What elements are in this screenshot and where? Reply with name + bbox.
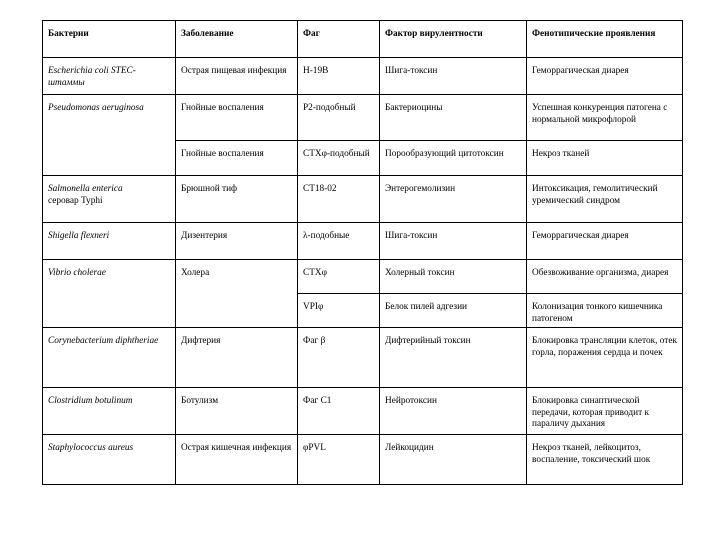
cell-disease: Острая кишечная инфекция (176, 435, 298, 485)
cell-factor: Порообразующий цитотоксин (380, 141, 527, 176)
header-phenotype: Фенотипические проявления (527, 21, 683, 58)
cell-phenotype: Блокировка синаптической передачи, которая приводит к параличу дыхания (527, 388, 683, 435)
bacterium-species: Salmonella enterica (48, 184, 123, 194)
cell-phage: VPIφ (298, 294, 380, 328)
cell-phage: Фаг C1 (298, 388, 380, 435)
cell-phenotype: Интоксикация, гемолитический уремический синдром (527, 176, 683, 223)
cell-disease: Брюшной тиф (176, 176, 298, 223)
cell-factor: Бактериоцины (380, 95, 527, 141)
cell-bacterium: Vibrio cholerae (43, 260, 176, 328)
cell-phage: Р2-подобный (298, 95, 380, 141)
bacteria-phage-table (42, 20, 683, 485)
cell-phenotype: Некроз тканей (527, 141, 683, 176)
cell-bacterium: Shigella flexneri (43, 223, 176, 260)
cell-bacterium: Pseudomonas aeruginosa (43, 95, 176, 176)
bacterium-serovar: серовар Typhi (48, 195, 103, 206)
cell-bacterium (43, 176, 176, 223)
cell-phage: λ-подобные (298, 223, 380, 260)
header-bacteria: Бактерии (43, 21, 176, 58)
cell-factor: Шига-токсин (380, 223, 527, 260)
cell-phenotype: Геморрагическая диарея (527, 223, 683, 260)
cell-phage: H-19B (298, 58, 380, 95)
cell-factor: Дифтерийный токсин (380, 328, 527, 388)
table-row (43, 260, 683, 294)
table-row (43, 58, 683, 95)
header-phage: Фаг (298, 21, 380, 58)
cell-phage: CTXφ-подобный (298, 141, 380, 176)
cell-bacterium: Corynebacterium diphtheriae (43, 328, 176, 388)
cell-factor: Энтерогемолизин (380, 176, 527, 223)
cell-factor: Шига-токсин (380, 58, 527, 95)
cell-phenotype: Колонизация тонкого кишечника патогеном (527, 294, 683, 328)
cell-phage: СТ18-02 (298, 176, 380, 223)
cell-factor: Холерный токсин (380, 260, 527, 294)
table-row (43, 328, 683, 388)
cell-bacterium: Escherichia coli STEC-штаммы (43, 58, 176, 95)
cell-disease: Ботулизм (176, 388, 298, 435)
cell-disease: Дифтерия (176, 328, 298, 388)
cell-bacterium: Clostridium botulinum (43, 388, 176, 435)
cell-phenotype: Блокировка трансляции клеток, отек горла, поражения сердца и почек (527, 328, 683, 388)
header-row (43, 21, 683, 58)
table-row (43, 388, 683, 435)
cell-phenotype: Успешная конкуренция патогена с нормальной микрофлорой (527, 95, 683, 141)
table-row (43, 223, 683, 260)
cell-disease: Острая пищевая инфекция (176, 58, 298, 95)
header-disease: Заболевание (176, 21, 298, 58)
cell-phage: Фаг β (298, 328, 380, 388)
cell-factor: Белок пилей адгезии (380, 294, 527, 328)
cell-disease: Дизентерия (176, 223, 298, 260)
cell-phenotype: Некроз тканей, лейкоцитоз, воспаление, токсический шок (527, 435, 683, 485)
cell-phenotype: Геморрагическая диарея (527, 58, 683, 95)
header-virulence-factor: Фактор вирулентности (380, 21, 527, 58)
cell-factor: Нейротоксин (380, 388, 527, 435)
cell-phage: φPVL (298, 435, 380, 485)
cell-disease: Гнойные воспаления (176, 141, 298, 176)
cell-factor: Лейкоцидин (380, 435, 527, 485)
cell-phenotype: Обезвоживание организма, диарея (527, 260, 683, 294)
cell-bacterium: Staphylococcus aureus (43, 435, 176, 485)
cell-disease: Холера (176, 260, 298, 328)
table-row (43, 176, 683, 223)
table-row (43, 95, 683, 141)
table-row (43, 435, 683, 485)
cell-phage: CTXφ (298, 260, 380, 294)
cell-disease: Гнойные воспаления (176, 95, 298, 141)
